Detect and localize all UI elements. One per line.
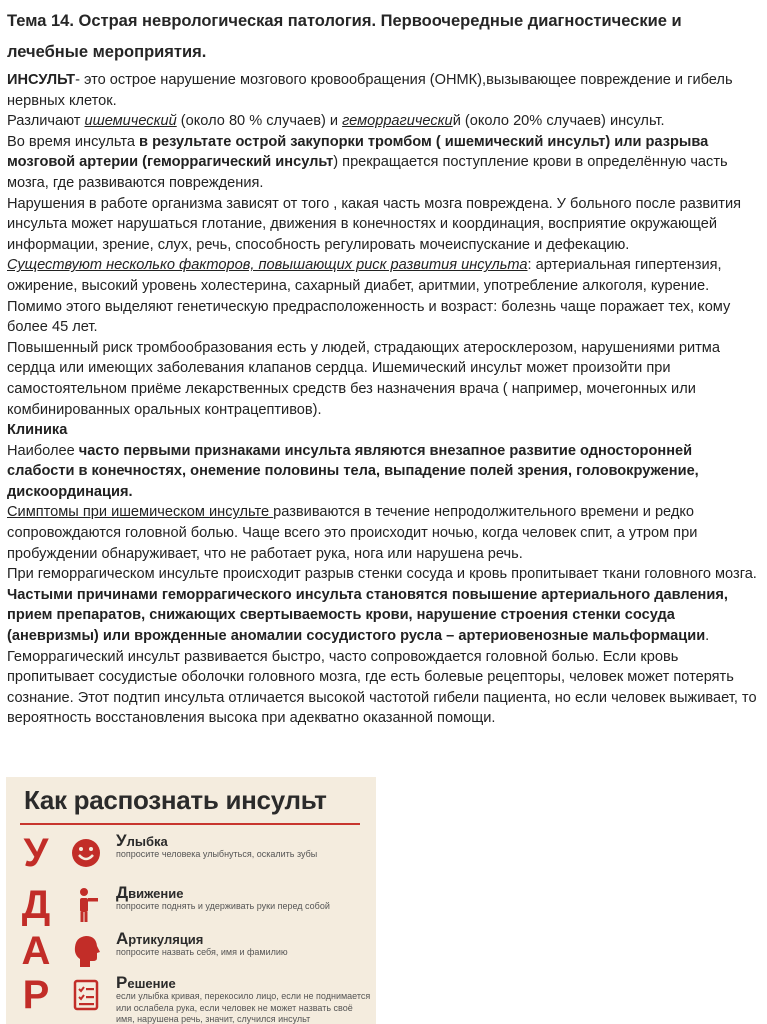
poster-row-desc-smile: попросите человека улыбнуться, оскалить зубы [116,849,318,859]
mechanism-text-c: ) прекращается поступление крови в определённую часть мозга, где развиваются повреждения. [7,154,728,191]
poster-letter-a: А [21,929,51,973]
paragraph-types [7,111,759,132]
poster-head-cap-a: А [116,929,129,948]
types-hemorrhagic: геморрагически [342,113,453,130]
hemorrhagic-causes-bold: Частыми причинами геморрагического инсульта становятся повышение артериального давления, прием препаратов, снижающих свертываемость крови, нарушение строения стенки сосуда (аневризмы) или врожденные аномалии сосудистого русла – артериовенозные мальформации [7,586,728,645]
poster-letter-d: Д [21,883,51,927]
poster-head-cap-d: Д [116,883,129,902]
paragraph-definition [7,70,759,111]
poster-row-heading-smile [116,833,371,849]
checklist-icon [70,977,102,1013]
mechanism-bold: в результате острой закупорки тромбом ( ишемический инсульт) или разрыва мозговой артерии (геморрагический инсульт [7,133,709,171]
poster-head-cap-u: У [116,831,127,850]
poster-head-rest-d: вижение [128,886,184,901]
document-text [7,6,759,729]
term-insult: ИНСУЛЬТ [7,72,76,88]
risk-factors-text: : артериальная гипертензия, ожирение, высокий уровень холестерина, сахарный диабет, аритмии, употребление алкоголя, курение. Помимо этого выделяют генетическую предрасположенность и возраст: болезнь чаще поражает тех, кому более 45 лет. [7,257,731,336]
paragraph-first-signs [7,441,759,503]
head-speaking-icon [70,933,102,969]
poster-row-heading-articulation [116,931,371,947]
mechanism-text-a: Во время инсульта [7,133,140,150]
types-text-c: (около 80 % случаев) и [176,113,343,130]
page-title [7,6,759,68]
poster-row-desc-movement: попросите поднять и удерживать руки перед собой [116,901,330,911]
ischemic-symptoms-text: развиваются в течение непродолжительного времени и редко сопровождаются головной болью. Чаще всего это происходит ночью, когда человек спит, а утром при пробуждении обнаруживает, что не работает рука, нога или нарушена речь. [7,504,698,562]
paragraph-hemorrhagic [7,564,759,729]
poster-letter-u: У [23,831,49,875]
first-signs-text-a: Наиболее [7,442,79,459]
poster-head-cap-r: Р [116,973,128,992]
paragraph-risk-factors [7,255,759,337]
ischemic-symptoms-heading: Симптомы при ишемическом инсульте [7,504,274,521]
clinic-heading-text: Клиника [7,422,68,439]
title-line-2: лечебные мероприятия. [7,43,207,61]
paragraph-ischemic-symptoms [7,502,759,564]
risk-factors-heading: Существуют несколько факторов, повышающих риск развития инсульта [7,257,528,274]
smile-icon [70,835,102,871]
poster-head-rest-a: ртикуляция [128,932,204,947]
first-signs-bold: часто первыми признаками инсульта являются внезапное развитие односторонней слабости в конечностях, онемение половины тела, выпадение полей зрения, головокружение, дискоординация. [7,442,699,500]
poster-title: Как распознать инсульт [24,785,327,815]
poster-row-heading-decision [116,975,371,991]
types-text-e: й (около 20% случаев) инсульт. [452,113,665,130]
poster-divider [20,823,360,825]
definition-text: - это острое нарушение мозгового кровообращения (ОНМК),вызывающее повреждение и гибель нервных клеток. [7,72,733,109]
poster-row-heading-movement [116,885,371,901]
poster-head-rest-r: ешение [127,976,176,991]
types-ischemic: ишемический [84,113,177,130]
paragraph-mechanism [7,132,759,194]
poster-head-rest-u: лыбка [126,834,168,849]
hemorrhagic-text-a: При геморрагическом инсульте происходит разрыв стенки сосуда и кровь пропитывает ткани головного мозга. [7,566,757,583]
clinic-heading [7,420,759,441]
paragraph-thrombosis: Повышенный риск тромбообразования есть у людей, страдающих атеросклерозом, нарушениями ритма сердца или имеющих заболевания клапанов сердца. Ишемический инсульт может произойти при самостоятельном приёме лекарственных средств без назначения врача ( например, мочегонных или комбинированных оральных контрацептивов). [7,339,720,418]
paragraph-disorders: Нарушения в работе организма зависят от того , какая часть мозга повреждена. У больного после развития инсульта может нарушаться глотание, движения в конечностях и координация, восприятие окружающей информации, зрение, слух, речь, способность регулировать мочеиспускание и дефекацию. [7,195,742,253]
poster-row-desc-articulation: попросите назвать себя, имя и фамилию [116,947,288,957]
types-text-a: Различают [7,113,85,130]
poster-row-desc-decision: если улыбка кривая, перекосило лицо, если не поднимается или ослабела рука, если человек не может назвать своё имя, нарушена речь, значит, случился инсульт [116,991,371,1024]
title-line-1: Тема 14. Острая неврологическая патология. Первоочередные диагностические и [7,12,682,30]
poster-letter-r: Р [22,973,50,1017]
person-raising-arm-icon [70,887,102,923]
hemorrhagic-text-c: . Геморрагический инсульт развивается быстро, часто сопровождается головной болью. Если кровь пропитывает сосудистые оболочки головного мозга, где есть болевые рецепторы, человек может потерять сознание. Этот подтип инсульта отличается высокой частотой гибели пациента, но если человек выживает, то вероятность восстановления высока при адекватно оказанной помощи. [7,628,757,727]
stroke-recognition-poster [6,777,376,1024]
